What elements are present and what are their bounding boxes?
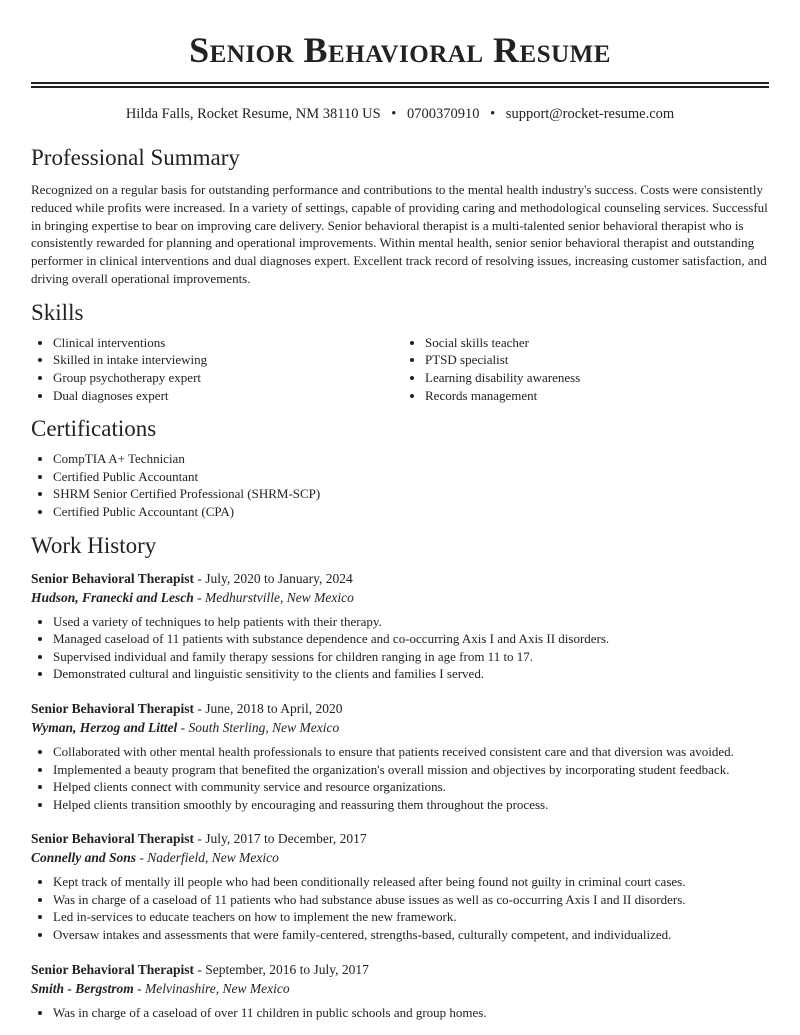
work-history-heading: Work History (31, 532, 157, 558)
contact-phone: 0700370910 (406, 106, 480, 122)
skill-item: • Learning disability awareness (425, 369, 769, 387)
job-title: Senior Behavioral Therapist (31, 700, 195, 716)
job-bullet: • Demonstrated cultural and linguistic sensitivity to the clients and families I served. (53, 665, 769, 683)
job-location: - Melvinashire, New Mexico (133, 980, 290, 996)
job-entry (31, 569, 769, 683)
job-company-line (31, 979, 769, 998)
summary-heading: Professional Summary (31, 145, 240, 170)
summary-text: Recognized on a regular basis for outstanding performance and contributions to the mental health industry's success. Costs were consistently reduced while profits were increased. In a variety of settings, capable of providing caring and methodological counseling services. Successful in bringing expertise to bear on improving care delivery. Senior behavioral therapist is a multi-talented senior behavioral therapist who is consistently rewarded for planning and operational improvements. Within mental health, senior senior behavioral therapist and outstanding performer in clinical interventions and dual diagnoses expert. Excellent track record of resolving issues, increasing customer satisfaction, and driving overall operational improvements. (31, 182, 768, 286)
job-title: Senior Behavioral Therapist (31, 570, 195, 586)
skill-item: • Group psychotherapy expert (53, 369, 397, 387)
job-location: - South Sterling, New Mexico (177, 719, 340, 735)
contact-separator: • (490, 106, 496, 122)
job-company-line (31, 718, 769, 737)
job-bullet: • Supervised individual and family therapy sessions for children ranging in age from 11 to 17. (53, 648, 769, 666)
certification-item: • Certified Public Accountant (53, 468, 769, 486)
job-company-line (31, 588, 769, 607)
resume-title: Senior Behavioral Resume (189, 30, 611, 70)
job-entry (31, 699, 769, 813)
job-bullet: • Was in charge of a caseload of over 11 children in public schools and group homes. (53, 1004, 769, 1022)
skills-columns (31, 334, 769, 404)
job-bullet: • Helped clients connect with community service and resource organizations. (53, 778, 769, 796)
job-company: Wyman, Herzog and Littel (31, 719, 178, 735)
job-location: - Naderfield, New Mexico (136, 850, 279, 866)
contact-separator: • (391, 106, 397, 122)
job-bullet: • Oversaw intakes and assessments that were family-centered, strengths-based, culturally competent, and individualized. (53, 926, 769, 944)
skills-heading: Skills (31, 299, 84, 325)
job-company: Smith - Bergstrom (31, 980, 134, 996)
job-header (31, 699, 769, 718)
job-company: Hudson, Franecki and Lesch (31, 589, 194, 605)
job-company: Connelly and Sons (31, 850, 137, 866)
job-dates: - July, 2017 to December, 2017 (194, 831, 367, 847)
job-bullet: • Was in charge of a caseload of 11 patients who had substance abuse issues as well as co-occurring Axis I and II disorders. (53, 891, 769, 909)
job-bullet: • Managed caseload of 11 patients with substance dependence and co-occurring Axis I and Axis II disorders. (53, 630, 769, 648)
job-bullet: • Collaborated with other mental health professionals to ensure that patients received consistent care and that diversion was avoided. (53, 743, 769, 761)
certification-item: • CompTIA A+ Technician (53, 450, 769, 468)
job-dates: - June, 2018 to April, 2020 (194, 700, 343, 716)
job-bullet: • Kept track of mentally ill people who had been conditionally released after being found not guilty in criminal court cases. (53, 873, 769, 891)
job-bullets (31, 613, 769, 683)
contact-address: Hilda Falls, Rocket Resume, NM 38110 US (125, 106, 381, 122)
skill-item: • Dual diagnoses expert (53, 387, 397, 405)
skills-right-list (397, 334, 769, 404)
skill-item: • Social skills teacher (425, 334, 769, 352)
job-entry (31, 960, 769, 1022)
certification-item: • SHRM Senior Certified Professional (SHRM-SCP) (53, 485, 769, 503)
skill-item: • Records management (425, 387, 769, 405)
skill-item: • Clinical interventions (53, 334, 397, 352)
certifications-list (31, 450, 769, 520)
contact-line (31, 88, 769, 133)
summary-section (31, 143, 769, 288)
job-header (31, 569, 769, 588)
job-entry (31, 829, 769, 943)
job-location: - Medhurstville, New Mexico (193, 589, 354, 605)
contact-email: support@rocket-resume.com (505, 106, 675, 122)
job-bullets (31, 743, 769, 813)
job-header (31, 829, 769, 848)
job-bullet: • Used a variety of techniques to help patients with their therapy. (53, 613, 769, 631)
skill-item: • PTSD specialist (425, 351, 769, 369)
certifications-heading: Certifications (31, 416, 157, 442)
skill-item: • Skilled in intake interviewing (53, 351, 397, 369)
job-bullet: • Helped clients transition smoothly by encouraging and reassuring them throughout the process. (53, 796, 769, 814)
job-dates: - September, 2016 to July, 2017 (194, 961, 369, 977)
job-header (31, 960, 769, 979)
certification-item: • Certified Public Accountant (CPA) (53, 503, 769, 521)
work-history-section (31, 531, 769, 1022)
job-bullet: • Led in-services to educate teachers on how to implement the new framework. (53, 908, 769, 926)
job-bullets (31, 873, 769, 943)
job-bullets (31, 1004, 769, 1022)
skills-left-list (31, 334, 397, 404)
certifications-section (31, 414, 769, 520)
skills-section (31, 298, 769, 404)
job-dates: - July, 2020 to January, 2024 (194, 570, 353, 586)
job-bullet: • Implemented a beauty program that benefited the organization's overall mission and objectives by incorporating student feedback. (53, 761, 769, 779)
job-title: Senior Behavioral Therapist (31, 831, 195, 847)
job-title: Senior Behavioral Therapist (31, 961, 195, 977)
job-company-line (31, 848, 769, 867)
